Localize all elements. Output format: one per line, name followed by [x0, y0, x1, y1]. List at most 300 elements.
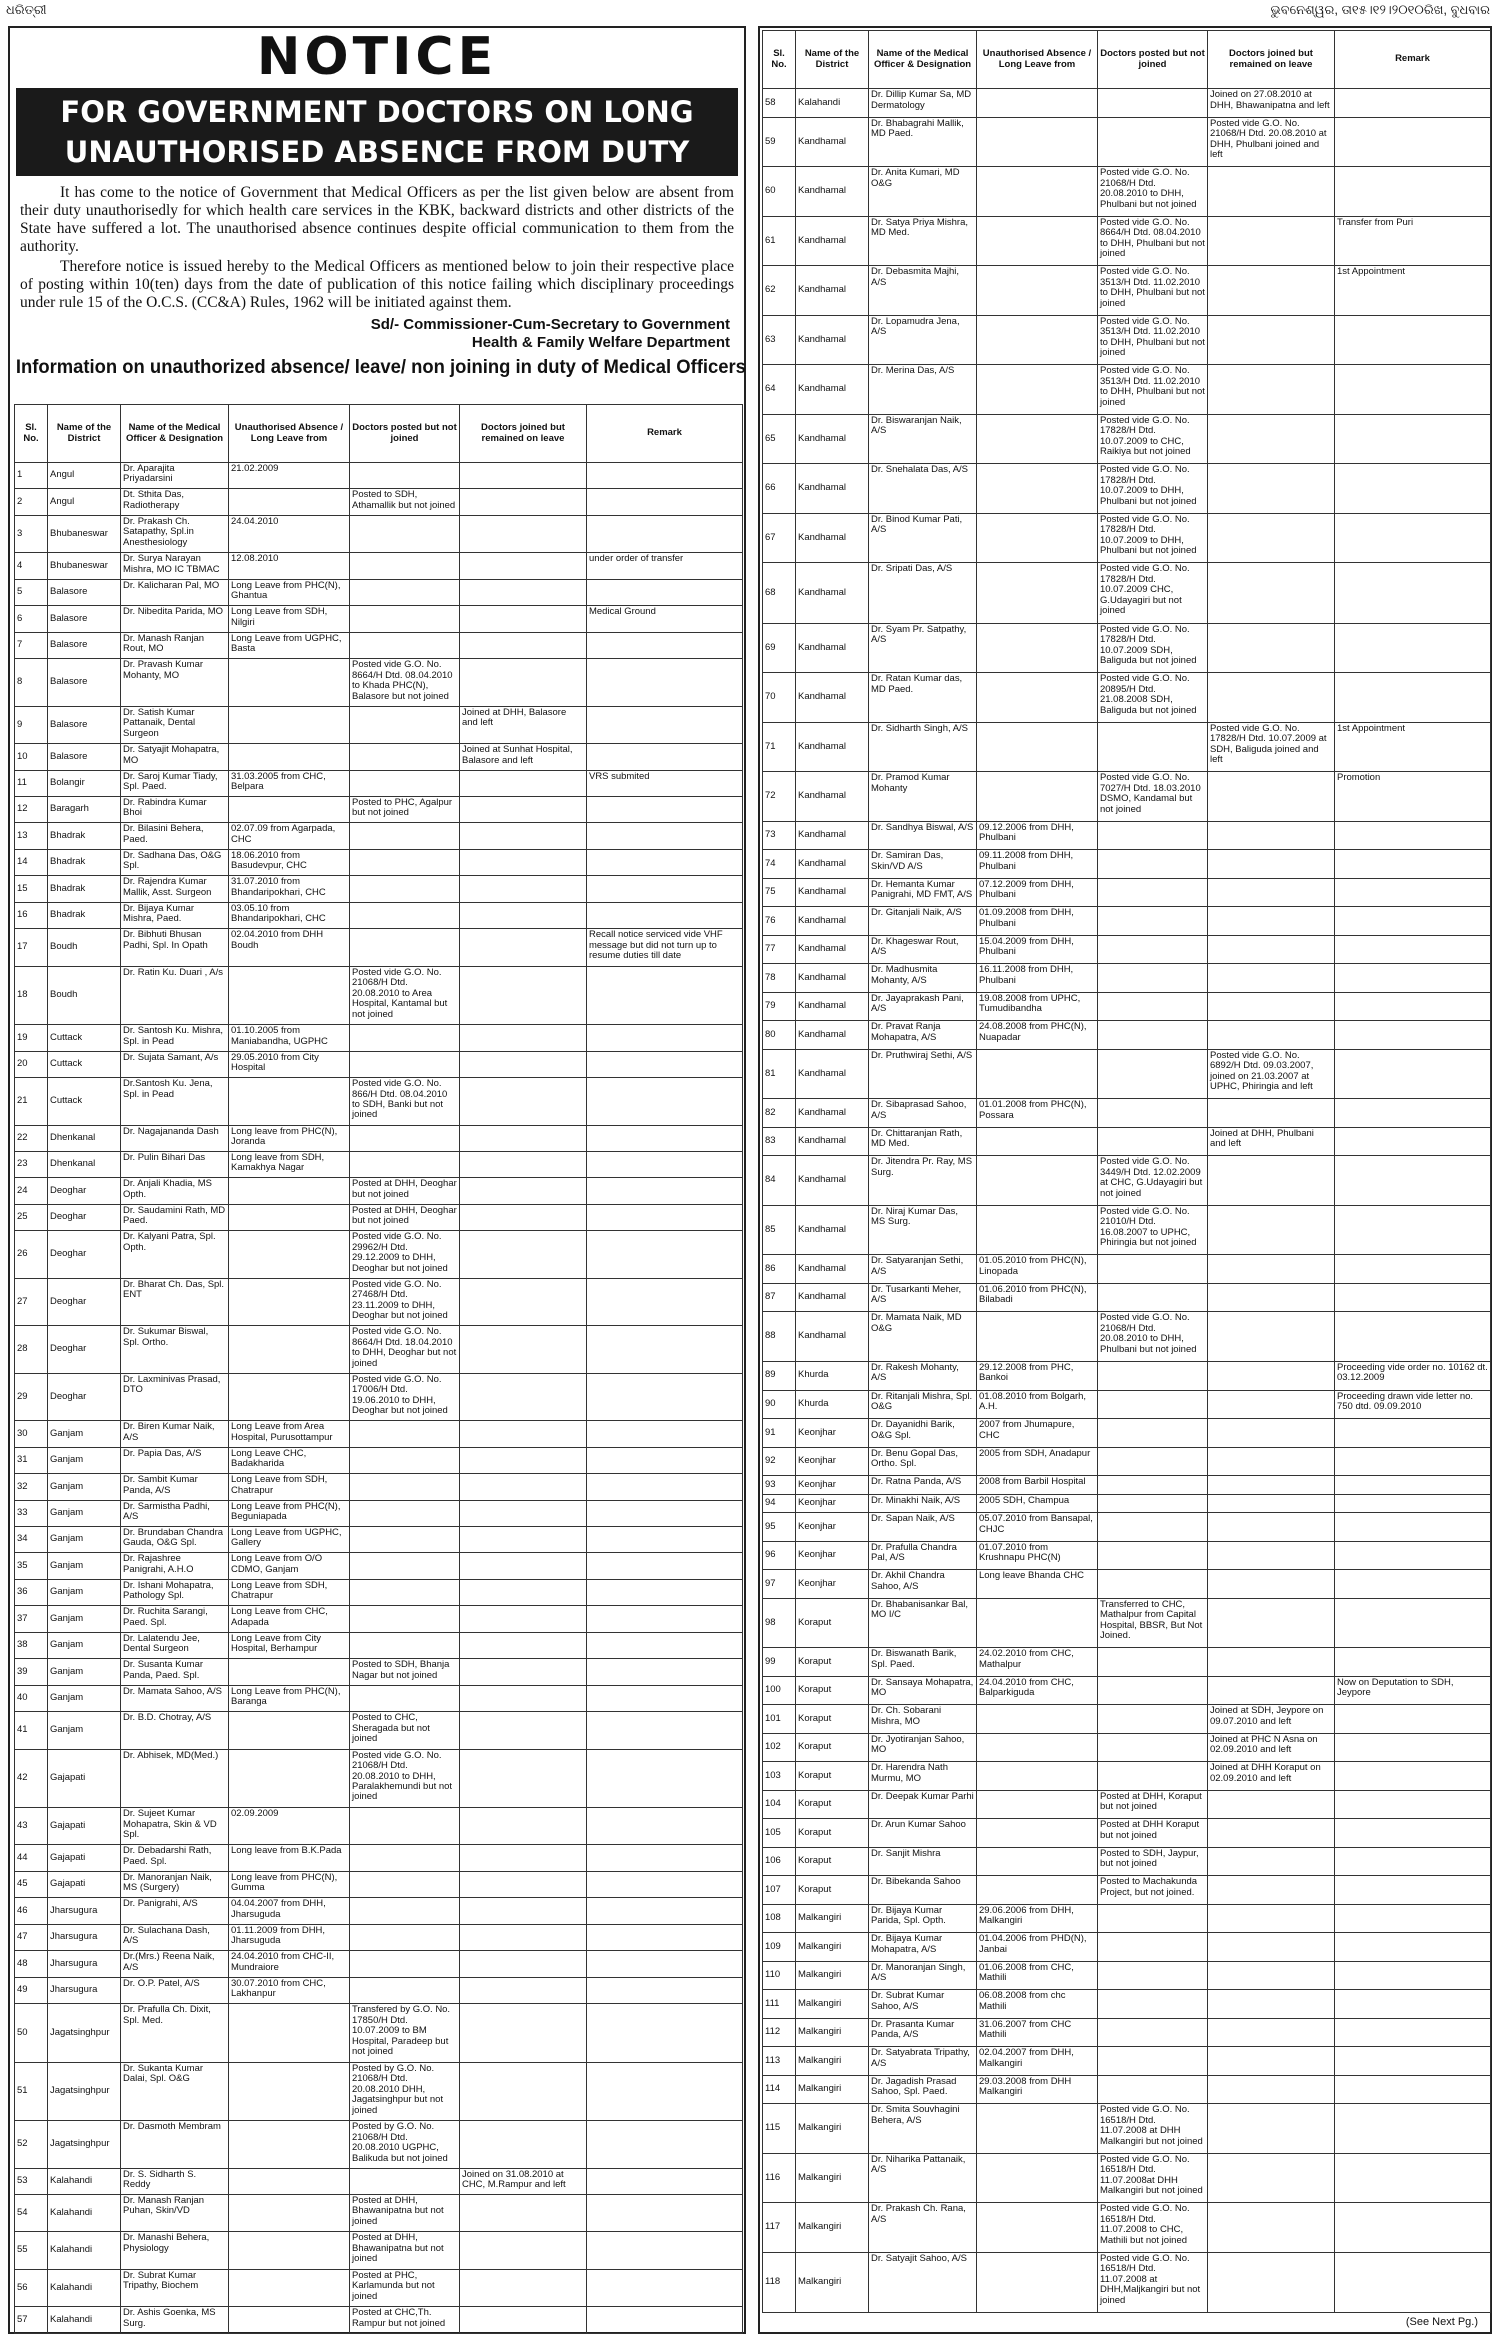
cell-remark	[1335, 907, 1491, 936]
cell-district: Khurda	[796, 1390, 869, 1419]
cell-posted-not-joined: Posted vide G.O. No. 8664/H Dtd. 08.04.2010 to DHH, Phulbani but not joined	[1098, 216, 1208, 266]
cell-officer: Dr. Ruchita Sarangi, Paed. Spl.	[121, 1606, 229, 1632]
cell-remark	[1335, 1049, 1491, 1099]
cell-absence	[977, 315, 1098, 365]
cell-absence	[977, 772, 1098, 822]
cell-joined-on-leave	[1208, 623, 1335, 673]
cell-district: Dhenkanal	[48, 1151, 121, 1177]
cell-absence: 02.09.2009	[229, 1808, 350, 1845]
table-row	[15, 1924, 743, 1950]
cell-district: Balasore	[48, 706, 121, 743]
cell-remark	[587, 1326, 743, 1373]
cell-district: Kalahandi	[48, 2269, 121, 2306]
cell-remark	[1335, 1598, 1491, 1648]
cell-posted-not-joined: Posted vide G.O. No. 17828/H Dtd. 10.07.2009 to CHC, Raikiya but not joined	[1098, 414, 1208, 464]
cell-district: Ganjam	[48, 1579, 121, 1605]
table-row	[763, 2047, 1491, 2076]
cell-joined-on-leave	[1208, 850, 1335, 879]
notice-title: NOTICE	[256, 27, 498, 87]
cell-posted-not-joined: Posted at DHH Koraput but not joined	[1098, 1819, 1208, 1848]
cell-remark	[587, 1606, 743, 1632]
cell-joined-on-leave	[460, 1051, 587, 1077]
cell-district: Keonjhar	[796, 1447, 869, 1476]
table-row	[763, 315, 1491, 365]
cell-remark	[587, 1845, 743, 1871]
cell-officer: Dr. Dillip Kumar Sa, MD Dermatology	[869, 89, 977, 118]
table-row	[763, 1361, 1491, 1390]
cell-district: Koraput	[796, 1733, 869, 1762]
cell-officer: Dr. Mamata Sahoo, A/S	[121, 1685, 229, 1711]
cell-sl-no: 116	[763, 2153, 796, 2203]
cell-sl-no: 93	[763, 1476, 796, 1495]
cell-posted-not-joined	[350, 1051, 460, 1077]
cell-absence: 29.12.2008 from PHC, Bankoi	[977, 1361, 1098, 1390]
cell-posted-not-joined	[350, 463, 460, 489]
cell-posted-not-joined: Posted by G.O. No. 21068/H Dtd. 20.08.2010 DHH, Jagatsinghpur but not joined	[350, 2062, 460, 2120]
cell-district: Angul	[48, 463, 121, 489]
absence-table-left	[14, 404, 743, 2334]
cell-district: Kandhamal	[796, 821, 869, 850]
cell-joined-on-leave	[1208, 2104, 1335, 2154]
cell-remark	[587, 1078, 743, 1125]
cell-absence: Long leave from B.K.Pada	[229, 1845, 350, 1871]
cell-remark	[1335, 1494, 1491, 1513]
table-row	[15, 876, 743, 902]
cell-sl-no: 61	[763, 216, 796, 266]
cell-sl-no: 41	[15, 1712, 48, 1749]
cell-remark	[1335, 1312, 1491, 1362]
cell-district: Keonjhar	[796, 1513, 869, 1542]
cell-remark: Medical Ground	[587, 606, 743, 632]
cell-absence: 15.04.2009 from DHH, Phulbani	[977, 935, 1098, 964]
cell-sl-no: 9	[15, 706, 48, 743]
cell-remark: Transfer from Puri	[1335, 216, 1491, 266]
cell-sl-no: 16	[15, 902, 48, 928]
cell-absence	[229, 1712, 350, 1749]
table-row	[15, 1845, 743, 1871]
cell-sl-no: 99	[763, 1648, 796, 1677]
header-officer: Name of the Medical Officer & Designation	[869, 31, 977, 89]
cell-sl-no: 43	[15, 1808, 48, 1845]
cell-officer: Dr. O.P. Patel, A/S	[121, 1977, 229, 2003]
cell-remark	[587, 796, 743, 822]
table-row	[763, 216, 1491, 266]
cell-remark	[587, 1125, 743, 1151]
cell-joined-on-leave	[1208, 167, 1335, 217]
cell-absence: 04.04.2007 from DHH, Jharsuguda	[229, 1898, 350, 1924]
cell-remark	[1335, 2104, 1491, 2154]
cell-absence: 09.11.2008 from DHH, Phulbani	[977, 850, 1098, 879]
cell-district: Kandhamal	[796, 365, 869, 415]
cell-remark	[1335, 2203, 1491, 2253]
cell-remark	[587, 1151, 743, 1177]
cell-officer: Dr. Gitanjali Naik, A/S	[869, 907, 977, 936]
cell-joined-on-leave	[1208, 1476, 1335, 1495]
cell-district: Kandhamal	[796, 1312, 869, 1362]
cell-officer: Dr. Abhisek, MD(Med.)	[121, 1749, 229, 1807]
cell-officer: Dr. Benu Gopal Das, Ortho. Spl.	[869, 1447, 977, 1476]
cell-district: Deoghar	[48, 1204, 121, 1230]
cell-posted-not-joined	[1098, 1255, 1208, 1284]
cell-posted-not-joined	[350, 1898, 460, 1924]
cell-officer: Dr. Pulin Bihari Das	[121, 1151, 229, 1177]
cell-posted-not-joined	[1098, 878, 1208, 907]
cell-absence: 19.08.2008 from UPHC, Tumudibandha	[977, 992, 1098, 1021]
cell-remark	[1335, 878, 1491, 907]
cell-remark	[1335, 2047, 1491, 2076]
cell-absence: 01.04.2006 from PHD(N), Janbai	[977, 1933, 1098, 1962]
cell-joined-on-leave	[460, 1898, 587, 1924]
cell-sl-no: 76	[763, 907, 796, 936]
cell-remark	[587, 1474, 743, 1500]
cell-district: Malkangiri	[796, 2018, 869, 2047]
table-header-row	[763, 31, 1491, 89]
cell-posted-not-joined: Posted by G.O. No. 21068/H Dtd. 20.08.2010 UGPHC, Balikuda but not joined	[350, 2121, 460, 2168]
cell-sl-no: 45	[15, 1871, 48, 1897]
cell-remark	[1335, 1205, 1491, 1255]
notice-paragraph-1: It has come to the notice of Government that Medical Officers as per the list given below are absent from their duty unauthorisedly for which health care services in the KBK, backward districts and other districts of the State have suffered a lot. The unauthorised absence continues despite official communication to them from the authority.	[20, 184, 734, 255]
cell-absence	[229, 2269, 350, 2306]
cell-posted-not-joined	[350, 553, 460, 579]
cell-joined-on-leave	[1208, 772, 1335, 822]
cell-officer: Dr.Santosh Ku. Jena, Spl. in Pead	[121, 1078, 229, 1125]
cell-officer: Dr. Chittaranjan Rath, MD Med.	[869, 1127, 977, 1156]
cell-remark	[587, 1526, 743, 1552]
cell-sl-no: 1	[15, 463, 48, 489]
table-row	[763, 2075, 1491, 2104]
cell-joined-on-leave	[460, 1845, 587, 1871]
table-row	[15, 579, 743, 605]
table-row	[15, 770, 743, 796]
cell-posted-not-joined	[1098, 1933, 1208, 1962]
cell-district: Balasore	[48, 632, 121, 658]
cell-district: Cuttack	[48, 1078, 121, 1125]
cell-sl-no: 55	[15, 2232, 48, 2269]
cell-sl-no: 59	[763, 117, 796, 167]
cell-district: Balasore	[48, 744, 121, 770]
cell-joined-on-leave	[1208, 2252, 1335, 2313]
table-row	[763, 1990, 1491, 2019]
cell-sl-no: 106	[763, 1847, 796, 1876]
cell-joined-on-leave	[1208, 1598, 1335, 1648]
cell-district: Boudh	[48, 929, 121, 966]
cell-district: Kandhamal	[796, 513, 869, 563]
table-row	[763, 1390, 1491, 1419]
cell-remark	[587, 1278, 743, 1325]
cell-officer: Dr. Sujeet Kumar Mohapatra, Skin & VD Spl.	[121, 1808, 229, 1845]
cell-sl-no: 89	[763, 1361, 796, 1390]
cell-posted-not-joined	[1098, 722, 1208, 772]
table-row	[15, 1659, 743, 1685]
table-row	[15, 2121, 743, 2168]
cell-posted-not-joined: Posted vide G.O. No. 21068/H Dtd. 20.08.2010 to DHH, Phulbani but not joined	[1098, 1312, 1208, 1362]
cell-district: Jagatsinghpur	[48, 2062, 121, 2120]
cell-absence: 24.04.2010	[229, 515, 350, 552]
cell-remark	[587, 1685, 743, 1711]
cell-joined-on-leave	[460, 489, 587, 515]
cell-officer: Dr.(Mrs.) Reena Naik, A/S	[121, 1951, 229, 1977]
cell-joined-on-leave	[460, 1924, 587, 1950]
cell-remark	[587, 744, 743, 770]
cell-joined-on-leave: Posted vide G.O. No. 21068/H Dtd. 20.08.2010 at DHH, Phulbani joined and left	[1208, 117, 1335, 167]
table-row	[763, 1541, 1491, 1570]
cell-district: Bhadrak	[48, 902, 121, 928]
cell-posted-not-joined: Posted vide G.O. No. 21068/H Dtd. 20.08.2010 to Area Hospital, Kantamal but not joined	[350, 966, 460, 1024]
cell-officer: Dr. Dayanidhi Barik, O&G Spl.	[869, 1419, 977, 1448]
cell-joined-on-leave	[460, 1526, 587, 1552]
cell-posted-not-joined	[350, 632, 460, 658]
cell-remark	[1335, 2252, 1491, 2313]
cell-posted-not-joined	[1098, 1390, 1208, 1419]
cell-posted-not-joined	[350, 1808, 460, 1845]
cell-officer: Dr. Anita Kumari, MD O&G	[869, 167, 977, 217]
cell-joined-on-leave	[460, 1025, 587, 1051]
cell-remark	[1335, 1733, 1491, 1762]
cell-sl-no: 85	[763, 1205, 796, 1255]
cell-joined-on-leave	[460, 1204, 587, 1230]
cell-sl-no: 108	[763, 1904, 796, 1933]
cell-officer: Dr. Prakash Ch. Rana, A/S	[869, 2203, 977, 2253]
cell-joined-on-leave	[460, 1685, 587, 1711]
cell-posted-not-joined: Posted vide G.O. No. 16518/H Dtd. 11.07.2008 at DHH,Maljkangiri but not joined	[1098, 2252, 1208, 2313]
cell-posted-not-joined	[1098, 1447, 1208, 1476]
cell-officer: Dr. Sulachana Dash, A/S	[121, 1924, 229, 1950]
cell-officer: Dr. Rabindra Kumar Bhoi	[121, 796, 229, 822]
cell-joined-on-leave	[1208, 1447, 1335, 1476]
table-row	[15, 706, 743, 743]
cell-absence	[229, 1278, 350, 1325]
table-row	[15, 1373, 743, 1420]
cell-remark	[587, 1632, 743, 1658]
cell-remark	[1335, 1283, 1491, 1312]
cell-remark	[1335, 1541, 1491, 1570]
cell-absence: 24.04.2010 from CHC, Balparkiguda	[977, 1676, 1098, 1705]
cell-absence: 29.03.2008 from DHH Malkangiri	[977, 2075, 1098, 2104]
cell-sl-no: 100	[763, 1676, 796, 1705]
cell-posted-not-joined: Posted at DHH, Deoghar but not joined	[350, 1178, 460, 1204]
cell-posted-not-joined	[1098, 907, 1208, 936]
cell-officer: Dr. Ishani Mohapatra, Pathology Spl.	[121, 1579, 229, 1605]
cell-joined-on-leave	[460, 902, 587, 928]
cell-remark	[587, 1051, 743, 1077]
table-row	[15, 796, 743, 822]
cell-joined-on-leave: Posted vide G.O. No. 17828/H Dtd. 10.07.2009 at SDH, Baliguda joined and left	[1208, 722, 1335, 772]
table-row	[15, 1474, 743, 1500]
cell-remark	[587, 1421, 743, 1447]
cell-district: Kandhamal	[796, 772, 869, 822]
cell-posted-not-joined	[350, 1924, 460, 1950]
cell-district: Deoghar	[48, 1373, 121, 1420]
table-row	[15, 1977, 743, 2003]
cell-remark	[587, 876, 743, 902]
cell-posted-not-joined: Posted vide G.O. No. 16518/H Dtd. 11.07.2008 at DHH Malkangiri but not joined	[1098, 2104, 1208, 2154]
see-next-page: (See Next Pg.)	[1405, 2316, 1478, 2328]
cell-absence	[977, 563, 1098, 624]
cell-posted-not-joined	[1098, 1570, 1208, 1599]
cell-posted-not-joined	[350, 706, 460, 743]
cell-absence: 01.05.2010 from PHC(N), Linopada	[977, 1255, 1098, 1284]
cell-officer: Dr. Ashis Goenka, MS Surg.	[121, 2307, 229, 2333]
cell-district: Ganjam	[48, 1526, 121, 1552]
cell-officer: Dr. Samiran Das, Skin/VD A/S	[869, 850, 977, 879]
cell-officer: Dr. Susanta Kumar Panda, Paed. Spl.	[121, 1659, 229, 1685]
cell-posted-not-joined: Posted vide G.O. No. 27468/H Dtd. 23.11.2009 to DHH, Deoghar but not joined	[350, 1278, 460, 1325]
cell-officer: Dr. Sanjit Mishra	[869, 1847, 977, 1876]
cell-joined-on-leave	[460, 929, 587, 966]
cell-sl-no: 96	[763, 1541, 796, 1570]
cell-officer: Dr. Prafulla Ch. Dixit, Spl. Med.	[121, 2004, 229, 2062]
cell-joined-on-leave: Posted vide G.O. No. 6892/H Dtd. 09.03.2007, joined on 21.03.2007 at UPHC, Phiringia and left	[1208, 1049, 1335, 1099]
cell-remark	[587, 706, 743, 743]
cell-district: Kandhamal	[796, 935, 869, 964]
cell-absence	[229, 1659, 350, 1685]
cell-officer: Dr. Ritanjali Mishra, Spl. O&G	[869, 1390, 977, 1419]
table-row	[15, 1278, 743, 1325]
cell-joined-on-leave	[1208, 1676, 1335, 1705]
table-row	[763, 2153, 1491, 2203]
cell-remark	[587, 1924, 743, 1950]
cell-joined-on-leave	[1208, 1419, 1335, 1448]
cell-district: Kalahandi	[48, 2307, 121, 2333]
cell-sl-no: 23	[15, 1151, 48, 1177]
cell-officer: Dr. Manashi Behera, Physiology	[121, 2232, 229, 2269]
cell-joined-on-leave	[460, 1749, 587, 1807]
cell-remark	[1335, 850, 1491, 879]
cell-posted-not-joined: Posted to CHC, Sheragada but not joined	[350, 1712, 460, 1749]
cell-joined-on-leave	[460, 770, 587, 796]
cell-absence	[229, 966, 350, 1024]
cell-joined-on-leave	[460, 1606, 587, 1632]
cell-posted-not-joined	[350, 579, 460, 605]
table-row	[763, 1847, 1491, 1876]
cell-absence	[229, 1326, 350, 1373]
cell-joined-on-leave	[460, 515, 587, 552]
cell-sl-no: 77	[763, 935, 796, 964]
cell-sl-no: 36	[15, 1579, 48, 1605]
cell-officer: Dr. Manash Ranjan Puhan, Skin/VD	[121, 2195, 229, 2232]
cell-posted-not-joined: Posted vide G.O. No. 17828/H Dtd. 10.07.2009 to DHH, Phulbani but not joined	[1098, 464, 1208, 514]
cell-absence: Long Leave from PHC(N), Beguniapada	[229, 1500, 350, 1526]
table-row	[763, 563, 1491, 624]
cell-absence: 01.09.2008 from DHH, Phulbani	[977, 907, 1098, 936]
table-row	[763, 1049, 1491, 1099]
cell-joined-on-leave: Joined at DHH, Balasore and left	[460, 706, 587, 743]
cell-remark	[587, 1178, 743, 1204]
cell-joined-on-leave	[1208, 1021, 1335, 1050]
header-sl-no: Sl. No.	[15, 405, 48, 463]
cell-absence: 01.11.2009 from DHH, Jharsuguda	[229, 1924, 350, 1950]
table-row	[763, 117, 1491, 167]
cell-joined-on-leave	[460, 1421, 587, 1447]
table-row	[763, 266, 1491, 316]
cell-officer: Dr. Satyabrata Tripathy, A/S	[869, 2047, 977, 2076]
cell-joined-on-leave	[460, 1151, 587, 1177]
cell-district: Koraput	[796, 1598, 869, 1648]
cell-sl-no: 90	[763, 1390, 796, 1419]
cell-sl-no: 8	[15, 659, 48, 706]
cell-sl-no: 12	[15, 796, 48, 822]
cell-absence	[977, 2252, 1098, 2313]
cell-officer: Dr. Niraj Kumar Das, MS Surg.	[869, 1205, 977, 1255]
cell-absence	[977, 1790, 1098, 1819]
cell-remark	[1335, 1790, 1491, 1819]
cell-remark	[1335, 1648, 1491, 1677]
cell-district: Kandhamal	[796, 673, 869, 723]
cell-officer: Dr. Jyotiranjan Sahoo, MO	[869, 1733, 977, 1762]
cell-absence: Long Leave from PHC(N), Ghantua	[229, 579, 350, 605]
cell-joined-on-leave	[1208, 1156, 1335, 1206]
cell-joined-on-leave	[1208, 464, 1335, 514]
cell-remark	[1335, 1447, 1491, 1476]
cell-absence: Long Leave from O/O CDMO, Ganjam	[229, 1553, 350, 1579]
cell-district: Koraput	[796, 1648, 869, 1677]
table-row	[763, 1156, 1491, 1206]
cell-sl-no: 29	[15, 1373, 48, 1420]
cell-joined-on-leave	[1208, 2018, 1335, 2047]
cell-officer: Dr. Harendra Nath Murmu, MO	[869, 1762, 977, 1791]
cell-sl-no: 82	[763, 1099, 796, 1128]
table-row	[763, 1598, 1491, 1648]
cell-district: Ganjam	[48, 1712, 121, 1749]
cell-officer: Dr. Deepak Kumar Parhi	[869, 1790, 977, 1819]
cell-absence	[977, 2153, 1098, 2203]
cell-remark	[1335, 117, 1491, 167]
cell-sl-no: 117	[763, 2203, 796, 2253]
cell-officer: Dr. Sujata Samant, A/s	[121, 1051, 229, 1077]
cell-posted-not-joined	[350, 515, 460, 552]
cell-posted-not-joined: Posted vide G.O. No. 3513/H Dtd. 11.02.2010 to DHH, Phulbani but not joined	[1098, 266, 1208, 316]
cell-posted-not-joined: Posted vide G.O. No. 17828/H Dtd. 10.07.2009 to DHH, Phulbani but not joined	[1098, 513, 1208, 563]
table-row	[15, 1526, 743, 1552]
cell-sl-no: 2	[15, 489, 48, 515]
cell-joined-on-leave	[460, 966, 587, 1024]
cell-posted-not-joined	[350, 1447, 460, 1473]
cell-joined-on-leave	[1208, 1205, 1335, 1255]
header-district: Name of the District	[796, 31, 869, 89]
cell-absence: 2008 from Barbil Hospital	[977, 1476, 1098, 1495]
cell-district: Malkangiri	[796, 1990, 869, 2019]
cell-district: Kandhamal	[796, 907, 869, 936]
cell-remark: 1st Appointment	[1335, 266, 1491, 316]
cell-sl-no: 101	[763, 1705, 796, 1734]
cell-posted-not-joined	[350, 876, 460, 902]
cell-sl-no: 25	[15, 1204, 48, 1230]
cell-sl-no: 18	[15, 966, 48, 1024]
cell-posted-not-joined	[1098, 1283, 1208, 1312]
cell-district: Deoghar	[48, 1326, 121, 1373]
cell-absence	[977, 1876, 1098, 1905]
cell-absence: Long Leave from SDH, Chatrapur	[229, 1474, 350, 1500]
cell-remark	[587, 1553, 743, 1579]
cell-sl-no: 27	[15, 1278, 48, 1325]
cell-posted-not-joined	[350, 823, 460, 849]
table-row	[15, 929, 743, 966]
cell-posted-not-joined	[350, 1632, 460, 1658]
cell-remark	[1335, 992, 1491, 1021]
cell-district: Balasore	[48, 579, 121, 605]
cell-district: Ganjam	[48, 1685, 121, 1711]
cell-posted-not-joined	[350, 2168, 460, 2194]
cell-posted-not-joined	[1098, 1049, 1208, 1099]
cell-joined-on-leave	[1208, 1255, 1335, 1284]
cell-officer: Dr. Ratin Ku. Duari , A/s	[121, 966, 229, 1024]
cell-remark	[587, 632, 743, 658]
table-row	[763, 1876, 1491, 1905]
cell-sl-no: 48	[15, 1951, 48, 1977]
cell-absence: Long leave from PHC(N), Gumma	[229, 1871, 350, 1897]
cell-posted-not-joined: Posted vide G.O. No. 8664/H Dtd. 18.04.2010 to DHH, Deoghar but not joined	[350, 1326, 460, 1373]
cell-absence: 01.10.2005 from Maniabandha, UGPHC	[229, 1025, 350, 1051]
